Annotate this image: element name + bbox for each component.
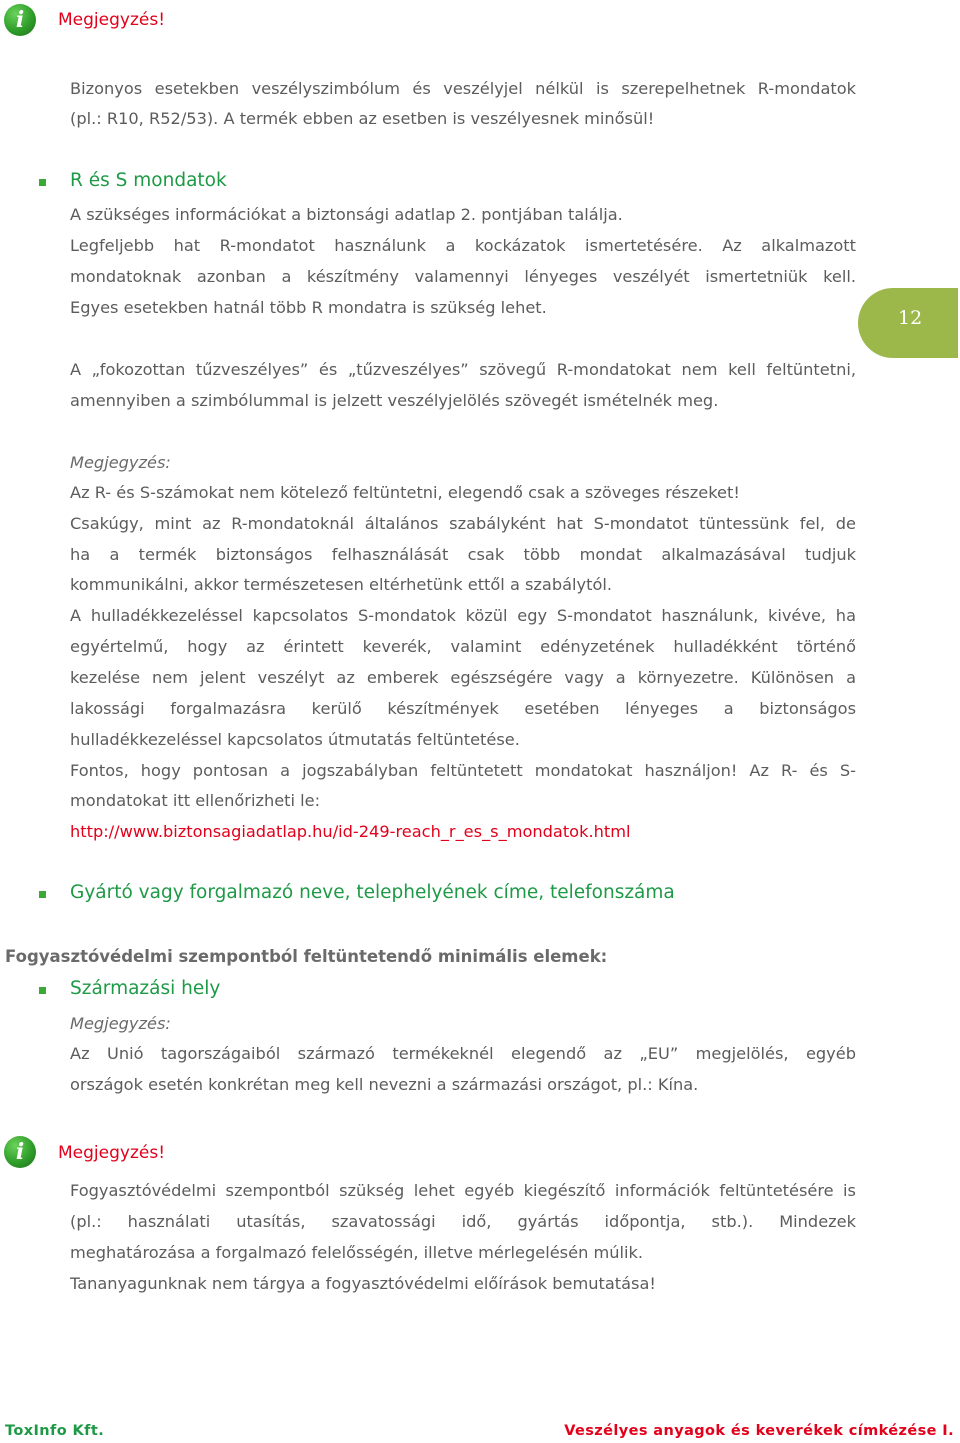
paragraph-line: Fontos, hogy pontosan a jogszabályban feltüntetett mondatokat használjon! Az R- és S- [70, 761, 856, 780]
section-heading: Származási hely [70, 978, 221, 999]
footer-company: ToxInfo Kft. [5, 1423, 105, 1439]
footer-title: Veszélyes anyagok és keverékek címkézése I. [564, 1423, 954, 1439]
bullet-icon [39, 987, 46, 994]
paragraph-line: A „fokozottan tűzveszélyes” és „tűzveszélyes” szövegű R-mondatokat nem kell feltüntetni, [70, 360, 856, 379]
bullet-icon [39, 179, 46, 186]
paragraph-line: hulladékkezeléssel kapcsolatos útmutatás feltüntetése. [70, 730, 520, 749]
section-title: Fogyasztóvédelmi szempontból feltüntetendő minimális elemek: [5, 947, 608, 966]
paragraph-line: kezelése nem jelent veszélyt az emberek egészségére vagy a környezetre. Különösen a [70, 668, 856, 687]
paragraph-line: Egyes esetekben hatnál több R mondatra is szükség lehet. [70, 298, 547, 317]
paragraph-line: ha a termék biztonságos felhasználását csak több mondat alkalmazásával tudjuk [70, 545, 856, 564]
paragraph-line: amennyiben a szimbólummal is jelzett veszélyjelölés szövegét ismételnék meg. [70, 391, 719, 410]
paragraph-line: Bizonyos esetekben veszélyszimbólum és veszélyjel nélkül is szerepelhetnek R-mondatok [70, 79, 856, 98]
paragraph-line: országok esetén konkrétan meg kell nevezni a származási országot, pl.: Kína. [70, 1075, 699, 1094]
paragraph-line: Tananyagunknak nem tárgya a fogyasztóvédelmi előírások bemutatása! [70, 1274, 656, 1293]
section-heading: R és S mondatok [70, 170, 227, 191]
paragraph-line: Csakúgy, mint az R-mondatoknál általános szabályként hat S-mondatot tüntessünk fel, de [70, 514, 856, 533]
paragraph-line: Fogyasztóvédelmi szempontból szükség lehet egyéb kiegészítő információk feltüntetésére is [70, 1181, 856, 1200]
paragraph-line: Az R- és S-számokat nem kötelező feltüntetni, elegendő csak a szöveges részeket! [70, 483, 740, 502]
note-label: Megjegyzés: [70, 453, 171, 472]
paragraph-line: Legfeljebb hat R-mondatot használunk a kockázatok ismertetésére. Az alkalmazott [70, 236, 856, 255]
bullet-icon [39, 891, 46, 898]
paragraph-line: (pl.: R10, R52/53). A termék ebben az esetben is veszélyesnek minősül! [70, 109, 655, 128]
note-label: Megjegyzés: [70, 1014, 171, 1033]
page-number: 12 [898, 307, 923, 329]
info-icon: i [4, 4, 36, 36]
paragraph-line: kommunikálni, akkor természetesen eltérhetünk ettől a szabálytól. [70, 575, 613, 594]
note-title: Megjegyzés! [58, 1143, 166, 1163]
paragraph-line: A hulladékkezeléssel kapcsolatos S-mondatok közül egy S-mondatot használunk, kivéve, ha [70, 606, 856, 625]
paragraph-line: mondatoknak azonban a készítmény valamennyi lényeges veszélyét ismertetniük kell. [70, 267, 856, 286]
paragraph-line: (pl.: használati utasítás, szavatossági idő, gyártás időpontja, stb.). Mindezek [70, 1212, 856, 1231]
paragraph-line: A szükséges információkat a biztonsági adatlap 2. pontjában találja. [70, 205, 623, 224]
paragraph-line: lakossági forgalmazásra kerülő készítmények esetében lényeges a biztonságos [70, 699, 856, 718]
page-number-badge [858, 288, 958, 358]
reference-link[interactable]: http://www.biztonsagiadatlap.hu/id-249-reach_r_es_s_mondatok.html [70, 822, 631, 841]
note-title: Megjegyzés! [58, 10, 166, 30]
section-heading: Gyártó vagy forgalmazó neve, telephelyének címe, telefonszáma [70, 882, 675, 903]
paragraph-line: egyértelmű, hogy az érintett keverék, valamint edényzetének hulladékként történő [70, 637, 856, 656]
paragraph-line: meghatározása a forgalmazó felelősségén, illetve mérlegelésén múlik. [70, 1243, 644, 1262]
paragraph-line: Az Unió tagországaiból származó termékeknél elegendő az „EU” megjelölés, egyéb [70, 1044, 856, 1063]
info-icon: i [4, 1136, 36, 1168]
paragraph-line: mondatokat itt ellenőrizheti le: [70, 791, 321, 810]
